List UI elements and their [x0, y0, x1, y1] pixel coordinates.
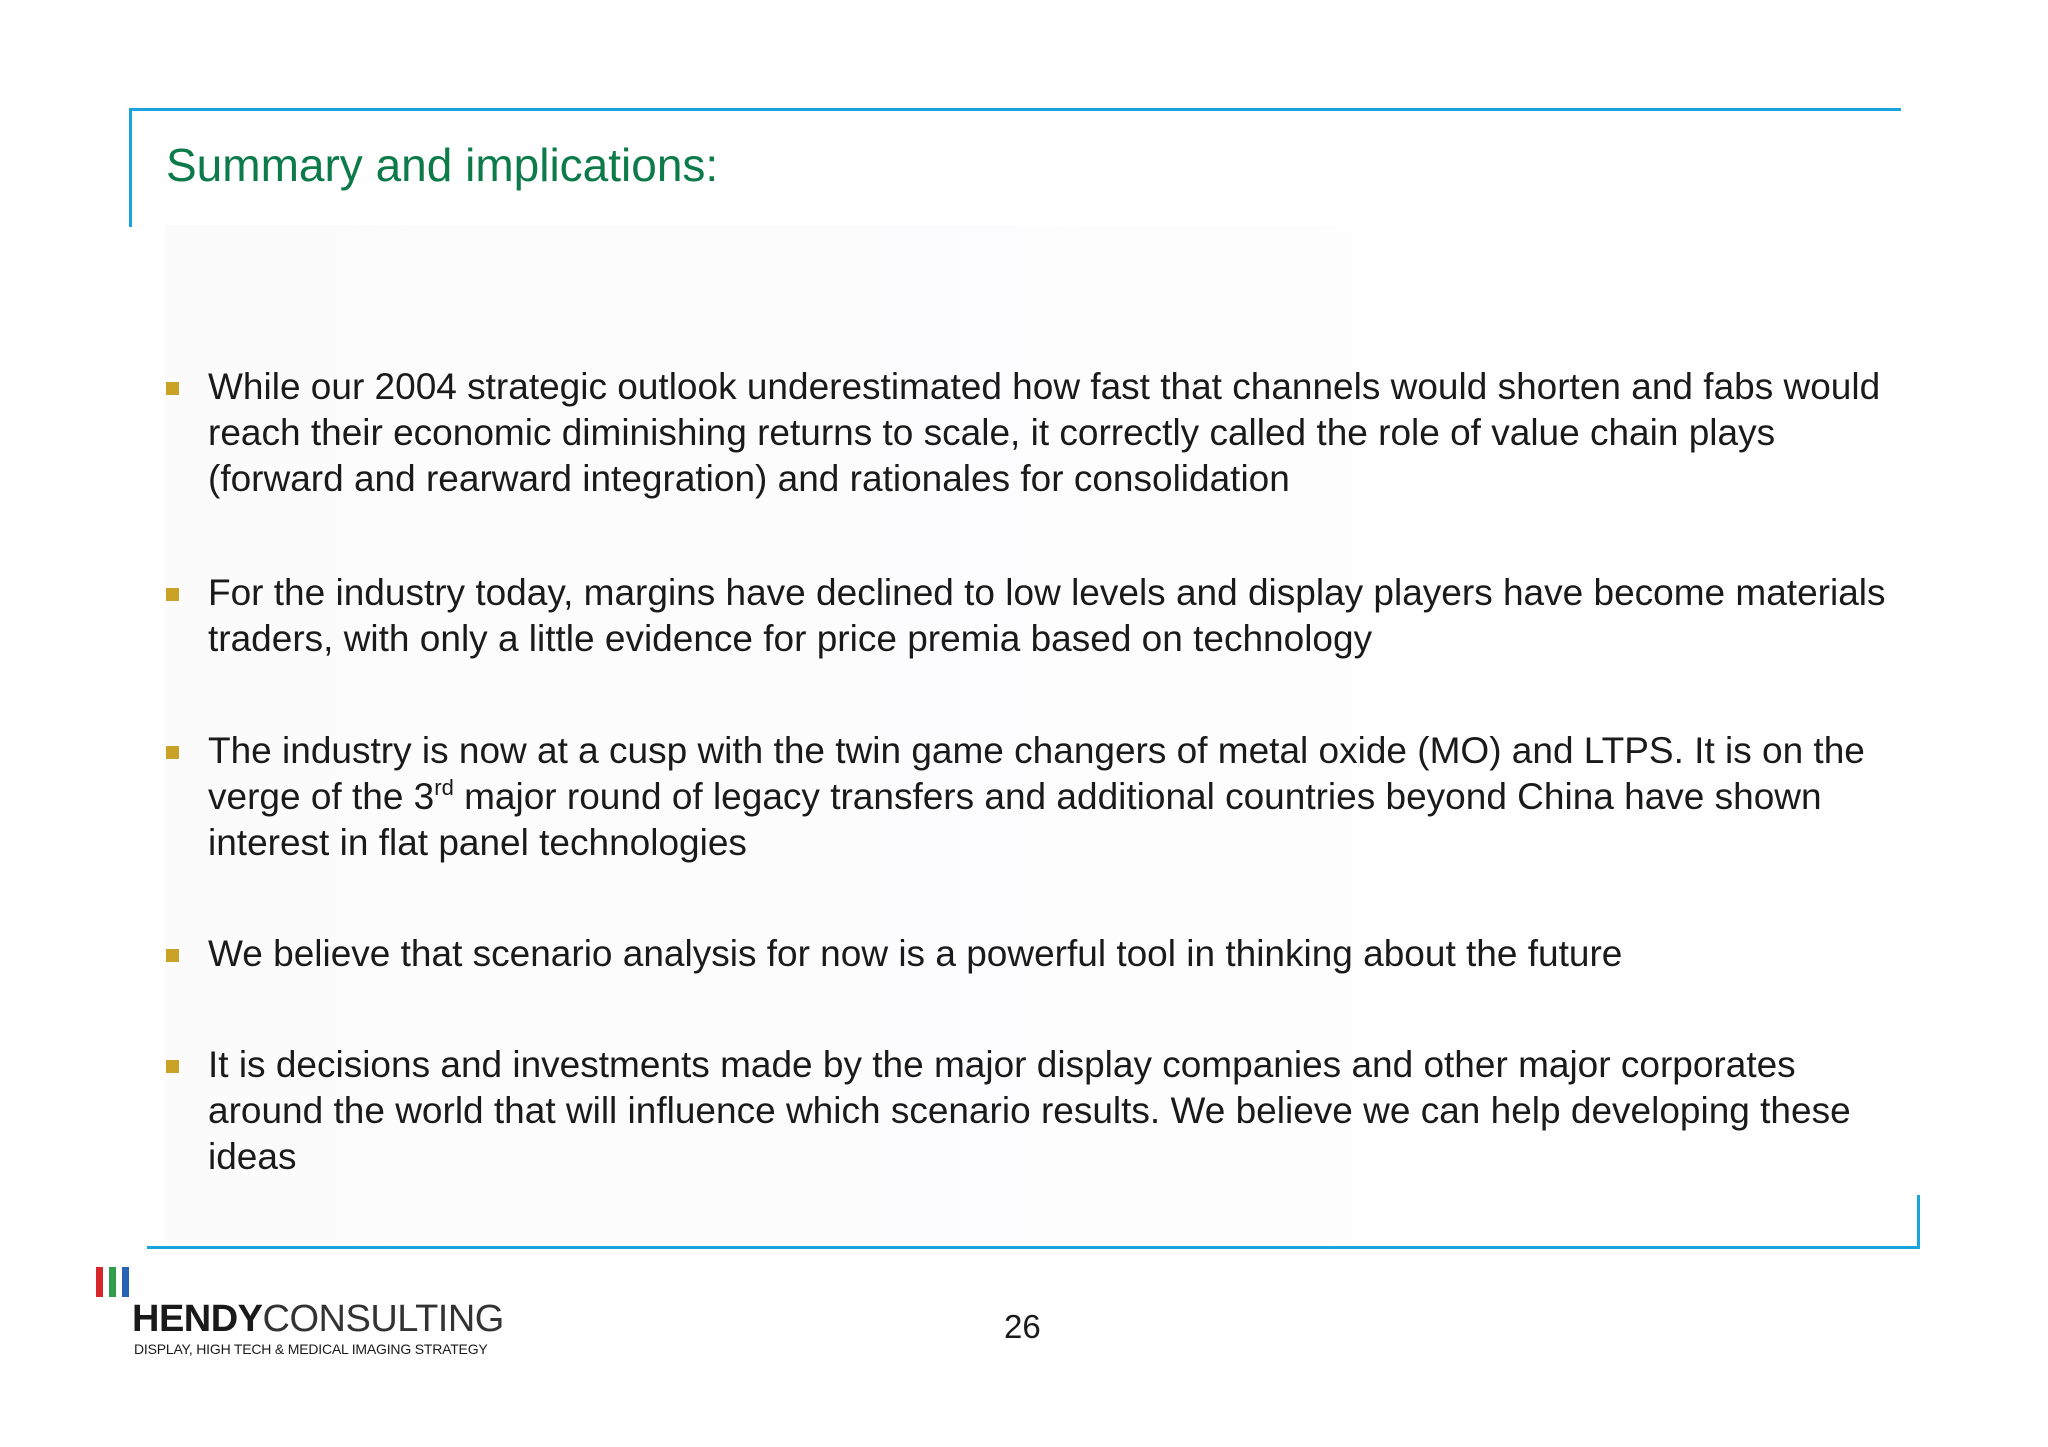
logo-wordmark — [132, 1299, 504, 1339]
logo-name-bold: HENDY — [132, 1298, 263, 1340]
bottom-frame-line — [147, 1246, 1920, 1249]
square-bullet-icon — [166, 588, 179, 601]
bullet-text: While our 2004 strategic outlook underestimated how fast that channels would shorten and fabs would reach their economic diminishing returns to scale, it correctly called the role of value chain plays (forward and rearward integration) and rationales for consolidation — [208, 366, 1881, 499]
bullet-item — [160, 364, 1910, 502]
bullet-text: We believe that scenario analysis for now is a powerful tool in thinking about the future — [208, 933, 1623, 974]
bullet-text — [208, 730, 1865, 863]
logo-bars-icon — [96, 1267, 136, 1297]
bullet-list — [160, 364, 1910, 1180]
bullet-text-after: major round of legacy transfers and additional countries beyond China have shown interest in flat panel technologies — [208, 776, 1822, 863]
ordinal-superscript: rd — [434, 775, 454, 800]
logo-name-light: CONSULTING — [262, 1298, 504, 1340]
logo-bar-green — [109, 1267, 116, 1297]
square-bullet-icon — [166, 1060, 179, 1073]
logo-tagline: DISPLAY, HIGH TECH & MEDICAL IMAGING STRATEGY — [134, 1341, 488, 1357]
bullet-item — [160, 1042, 1910, 1180]
slide-title: Summary and implications: — [166, 139, 719, 191]
bottom-frame-corner — [1917, 1195, 1920, 1249]
bullet-item — [160, 931, 1910, 977]
top-frame-line — [129, 108, 1901, 111]
bullet-text: For the industry today, margins have declined to low levels and display players have become materials traders, with only a little evidence for price premia based on technology — [208, 572, 1886, 659]
hendy-consulting-logo — [96, 1263, 516, 1359]
bullet-item — [160, 728, 1910, 866]
square-bullet-icon — [166, 746, 179, 759]
square-bullet-icon — [166, 949, 179, 962]
bullet-item — [160, 570, 1910, 662]
logo-bar-blue — [122, 1267, 129, 1297]
square-bullet-icon — [166, 382, 179, 395]
bullet-text: It is decisions and investments made by the major display companies and other major corporates around the world that will influence which scenario results. We believe we can help developing these ideas — [208, 1044, 1851, 1177]
top-frame-corner — [129, 108, 132, 227]
bullet-text-before: The industry is now at a cusp with the twin game changers of metal oxide (MO) and LTPS. It is on the verge of the 3 — [208, 730, 1865, 817]
logo-bar-red — [96, 1267, 103, 1297]
page-number: 26 — [1004, 1308, 1041, 1345]
